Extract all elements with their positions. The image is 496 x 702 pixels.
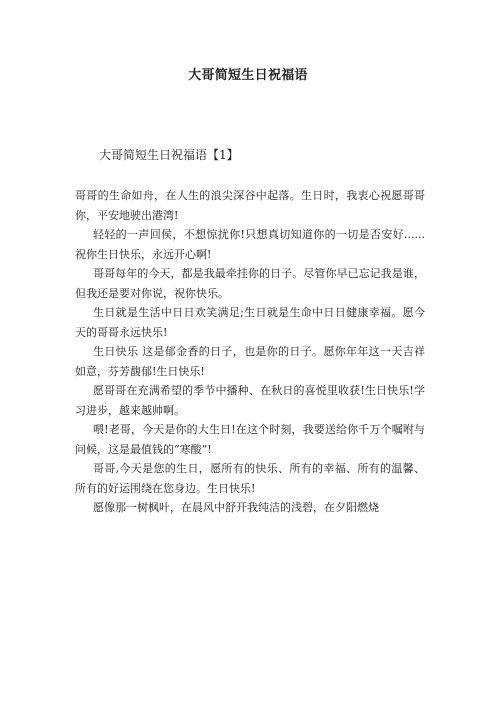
paragraph-4: 生日就是生活中日日欢笑满足;生日就是生命中日日健康幸福。愿今天的哥哥永远快乐! bbox=[75, 306, 425, 339]
paragraph-2: 轻轻的一声回侯，不想惊扰你!只想真切知道你的一切是否安好......祝你生日快乐，永远开心啊! bbox=[75, 228, 425, 261]
paragraph-9: 愿像那一树枫叶，在晨风中舒开我纯洁的浅碧，在夕阳燃烧 bbox=[93, 501, 379, 514]
document-title: 大哥简短生日祝福语 bbox=[188, 68, 308, 83]
document-body bbox=[75, 186, 425, 518]
paragraph-7: 喂!老哥，今天是你的大生日!在这个时刻，我要送给你千万个嘱咐与问候，这是最值钱的“寒酸”! bbox=[75, 423, 425, 456]
paragraph-1: 哥哥的生命如舟，在人生的浪尖深谷中起落。生日时，我衷心祝愿哥哥你，平安地驶出港湾! bbox=[75, 189, 425, 222]
paragraph-6: 愿哥哥在充满希望的季节中播种、在秋日的喜悦里收获!生日快乐!学习进步，越来越帅啊。 bbox=[75, 384, 425, 417]
paragraph-8: 哥哥,今天是您的生日，愿所有的快乐、所有的幸福、所有的温馨、所有的好运围绕在您身边。生日快乐! bbox=[75, 462, 425, 495]
paragraph-5: 生日快乐 这是郁金香的日子，也是你的日子。愿你年年这一天吉祥如意，芬芳馥郁!生日快乐! bbox=[75, 345, 425, 378]
paragraph-3: 哥哥每年的今天，都是我最牵挂你的日子。尽管你早已忘记我是谁，但我还是要对你说，祝你快乐。 bbox=[75, 267, 425, 300]
section-heading: 大哥简短生日祝福语【1】 bbox=[99, 148, 239, 162]
